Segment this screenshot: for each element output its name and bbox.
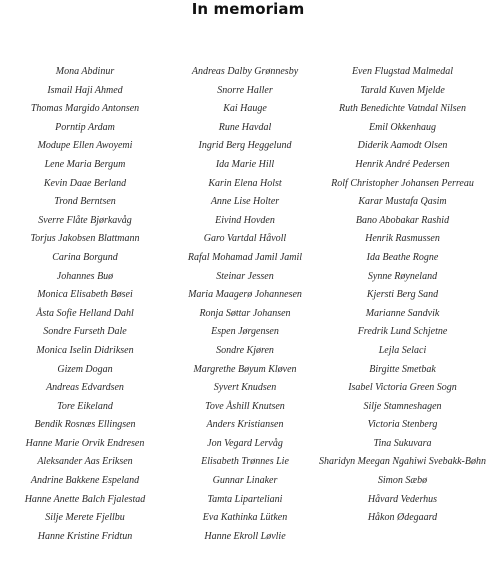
memorial-name: Sharidyn Meegan Ngahiwi Svebakk-Bøhn xyxy=(319,456,486,468)
memorial-name: Johannes Buø xyxy=(56,270,114,282)
memorial-name: Kjersti Berg Sand xyxy=(366,289,439,301)
memorial-name: Andreas Dalby Grønnesby xyxy=(191,66,299,77)
memorial-name: Bendik Rosnæs Ellingsen xyxy=(34,419,136,431)
names-column-2 xyxy=(165,63,325,546)
memorial-name: Tore Eikeland xyxy=(57,400,113,412)
memorial-name: Porntip Ardam xyxy=(55,121,115,133)
memorial-name: Hanne Ekroll Løvlie xyxy=(204,530,286,542)
memorial-name: Karin Elena Holst xyxy=(208,177,282,189)
memorial-name: Henrik Rasmussen xyxy=(365,233,440,245)
memorial-name: Bano Abobakar Rashid xyxy=(355,214,450,226)
memorial-name: Rune Havdal xyxy=(218,121,272,133)
memorial-name: Kai Hauge xyxy=(223,103,267,115)
memorial-name: Gizem Dogan xyxy=(57,363,113,375)
memorial-name: Hanne Anette Balch Fjalestad xyxy=(24,493,146,505)
memorial-name: Simon Sæbø xyxy=(377,475,428,487)
memorial-name: Birgitte Smetbak xyxy=(369,363,436,375)
memorial-name: Syvert Knudsen xyxy=(213,382,277,394)
memorial-name: Tina Sukuvara xyxy=(373,437,432,449)
memorial-name: Mona Abdinur xyxy=(55,66,115,77)
memorial-name: Hanne Kristine Fridtun xyxy=(37,530,133,542)
memorial-name: Garo Vartdal Håvoll xyxy=(203,233,287,245)
memorial-name: Thomas Margido Antonsen xyxy=(30,103,140,115)
memorial-name: Margrethe Bøyum Kløven xyxy=(193,363,297,375)
memorial-name: Silje Stamneshagen xyxy=(363,400,442,412)
memorial-name: Diderik Aamodt Olsen xyxy=(357,140,448,152)
memorial-name: Trond Berntsen xyxy=(54,196,116,208)
memorial-name: Ronja Søttar Johansen xyxy=(199,307,291,319)
memorial-name: Fredrik Lund Schjetne xyxy=(357,326,448,338)
page-title: In memoriam xyxy=(191,0,305,18)
memorial-name: Even Flugstad Malmedal xyxy=(351,66,454,77)
memorial-name: Kevin Daae Berland xyxy=(43,177,127,189)
memorial-name: Anders Kristiansen xyxy=(206,419,284,431)
memorial-name: Håvard Vederhus xyxy=(367,493,438,505)
memorial-name: Monica Elisabeth Bøsei xyxy=(37,289,133,301)
memorial-name: Sondre Furseth Dale xyxy=(43,326,127,338)
memorial-name: Andrine Bakkene Espeland xyxy=(30,475,140,487)
memorial-name: Emil Okkenhaug xyxy=(369,121,436,133)
names-column-1 xyxy=(5,63,165,546)
memorial-name: Marianne Sandvik xyxy=(365,307,440,319)
memorial-name: Snorre Haller xyxy=(217,84,273,96)
memorial-name: Elisabeth Trønnes Lie xyxy=(201,456,289,468)
memorial-name: Sverre Flåte Bjørkavåg xyxy=(38,214,132,226)
memorial-name: Ismail Haji Ahmed xyxy=(47,84,123,96)
memorial-name: Ida Beathe Rogne xyxy=(366,251,439,263)
memorial-name: Rolf Christopher Johansen Perreau xyxy=(331,177,474,189)
memorial-name: Henrik André Pedersen xyxy=(355,158,450,170)
memorial-name: Lejla Selaci xyxy=(378,344,427,356)
memorial-name: Monica Iselin Didriksen xyxy=(36,344,134,356)
memorial-name: Rafal Mohamad Jamil Jamil xyxy=(187,251,303,263)
memorial-name: Espen Jørgensen xyxy=(211,326,279,338)
memorial-name: Synne Røyneland xyxy=(367,270,438,282)
memorial-name: Andreas Edvardsen xyxy=(46,382,124,394)
memorial-name: Jon Vegard Lervåg xyxy=(207,437,283,449)
memorial-name: Aleksander Aas Eriksen xyxy=(37,456,133,468)
names-column-3 xyxy=(310,63,495,528)
memorial-name: Carina Borgund xyxy=(52,251,118,263)
memorial-name: Eivind Hovden xyxy=(215,214,275,226)
memorial-name: Isabel Victoria Green Sogn xyxy=(348,382,457,394)
memorial-name: Modupe Ellen Awoyemi xyxy=(37,140,133,152)
memorial-name: Åsta Sofie Helland Dahl xyxy=(36,307,134,319)
memorial-name: Hanne Marie Orvik Endresen xyxy=(25,437,145,449)
memorial-name: Tarald Kuven Mjelde xyxy=(360,84,445,96)
memorial-name: Steinar Jessen xyxy=(216,270,274,282)
memorial-name: Maria Maagerø Johannesen xyxy=(188,289,302,301)
memorial-name: Lene Maria Bergum xyxy=(44,158,126,170)
memorial-name: Håkon Ødegaard xyxy=(367,512,438,524)
memorial-name: Ruth Benedichte Vatndal Nilsen xyxy=(339,103,466,115)
memorial-name: Silje Merete Fjellbu xyxy=(45,512,125,524)
memorial-name: Torjus Jakobsen Blattmann xyxy=(30,233,140,245)
memorial-name: Anne Lise Holter xyxy=(210,196,280,208)
memorial-name: Sondre Kjøren xyxy=(216,344,274,356)
memorial-name: Tove Åshill Knutsen xyxy=(205,400,285,412)
memorial-name: Ingrid Berg Heggelund xyxy=(198,140,292,152)
memorial-name: Gunnar Linaker xyxy=(212,475,278,487)
memorial-name: Eva Kathinka Lütken xyxy=(202,512,288,524)
memorial-name: Ida Marie Hill xyxy=(215,158,275,170)
memorial-name: Tamta Liparteliani xyxy=(207,493,283,505)
memorial-name: Victoria Stenberg xyxy=(367,419,438,431)
memorial-name: Karar Mustafa Qasim xyxy=(358,196,447,208)
